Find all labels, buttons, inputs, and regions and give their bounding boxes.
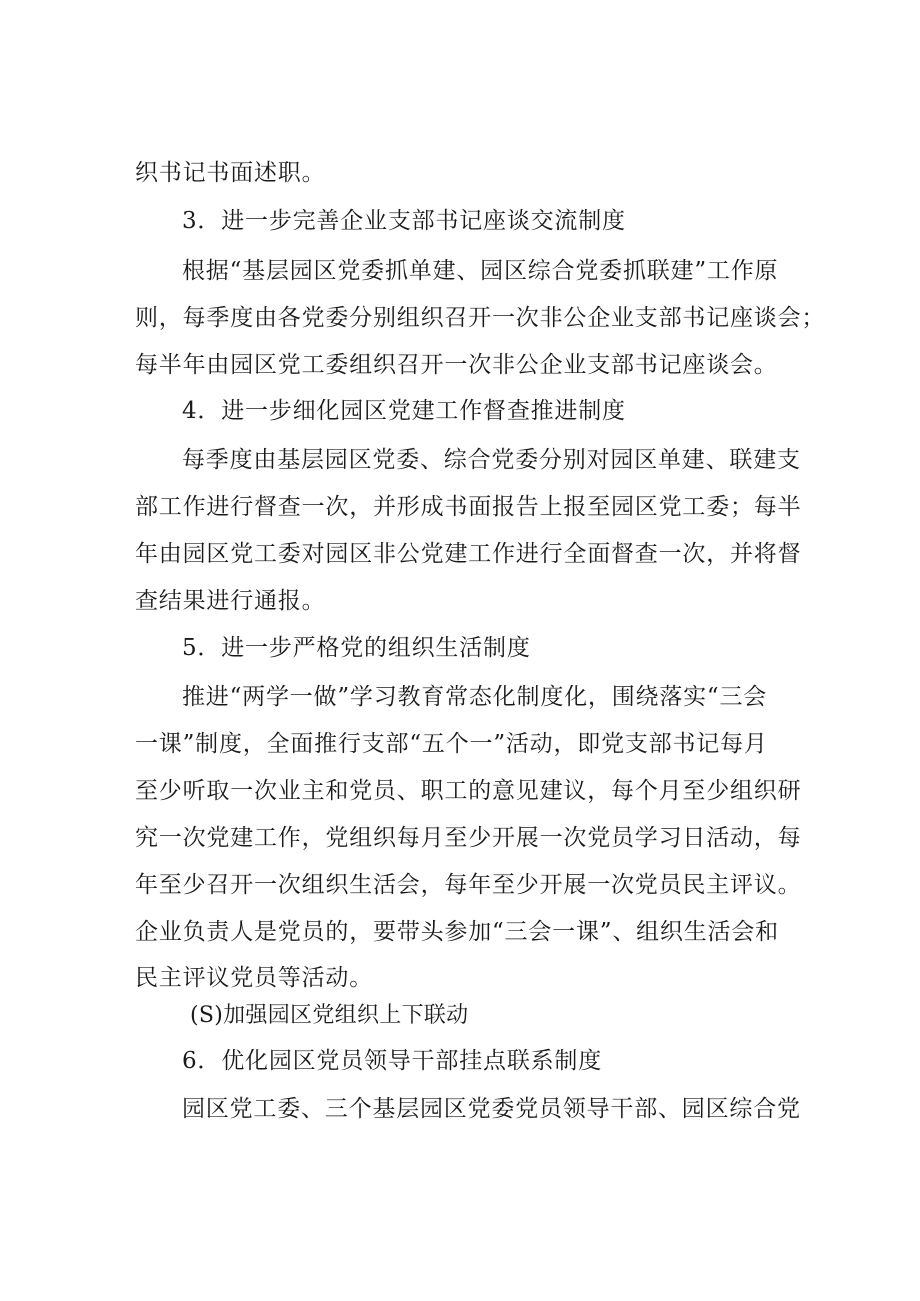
paragraph-line: 部工作进行督查一次，并形成书面报告上报至园区党工委；每半 — [135, 494, 802, 520]
section-heading-4: 4．进一步细化园区党建工作督查推进制度 — [182, 398, 626, 424]
paragraph-line: 推进“两学一做”学习教育常态化制度化，围绕落实“三会 — [182, 684, 768, 710]
paragraph-line: 查结果进行通报。 — [135, 588, 326, 614]
section-heading-3: 3．进一步完善企业支部书记座谈交流制度 — [182, 208, 626, 234]
paragraph-line: 年由园区党工委对园区非公党建工作进行全面督查一次，并将督 — [135, 541, 802, 567]
paragraph-line: 则，每季度由各党委分别组织召开一次非公企业支部书记座谈会； — [135, 305, 826, 331]
paragraph-line: 园区党工委、三个基层园区党委党员领导干部、园区综合党 — [182, 1096, 801, 1122]
paragraph-line: 每半年由园区党工委组织召开一次非公企业支部书记座谈会。 — [135, 352, 778, 378]
paragraph-line: 究一次党建工作，党组织每月至少开展一次党员学习日活动，每 — [135, 825, 802, 851]
paragraph-line: 年至少召开一次组织生活会，每年至少开展一次党员民主评议。 — [135, 872, 802, 898]
paragraph-line: 至少听取一次业主和党员、职工的意见建议，每个月至少组织研 — [135, 778, 802, 804]
paragraph-line: 一课”制度，全面推行支部“五个一”活动，即党支部书记每月 — [135, 731, 768, 757]
section-heading-6: 6．优化园区党员领导干部挂点联系制度 — [182, 1048, 603, 1074]
section-heading-5: 5．进一步严格党的组织生活制度 — [182, 635, 531, 661]
paragraph-line: 企业负责人是党员的，要带头参加“三会一课”、组织生活会和 — [135, 919, 779, 945]
paragraph-line: 每季度由基层园区党委、综合党委分别对园区单建、联建支 — [182, 447, 801, 473]
subsection-heading: (S)加强园区党组织上下联动 — [190, 1003, 469, 1028]
paragraph-line: 民主评议党员等活动。 — [135, 965, 373, 991]
paragraph-continuation-line: 织书记书面述职。 — [135, 160, 326, 186]
paragraph-line: 根据“基层园区党委抓单建、园区综合党委抓联建”工作原 — [182, 258, 779, 284]
